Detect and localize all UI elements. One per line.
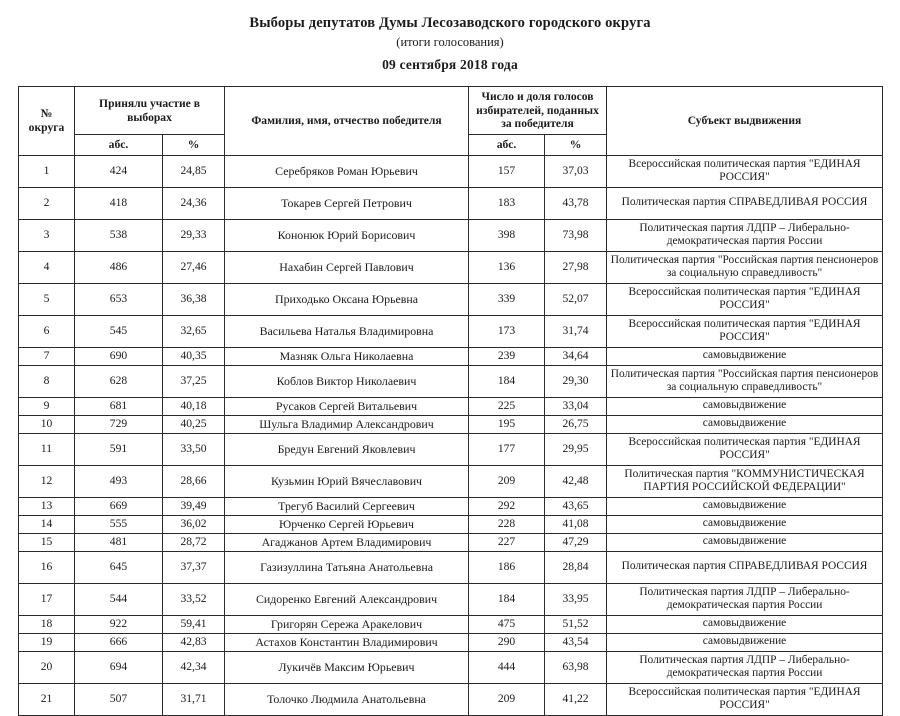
cell-votes-pct: 42,48 xyxy=(545,465,607,497)
cell-okrug: 8 xyxy=(19,365,75,397)
column-header-participation xyxy=(75,87,225,135)
cell-votes-abs: 225 xyxy=(469,397,545,415)
cell-votes-abs: 184 xyxy=(469,583,545,615)
table-row xyxy=(19,683,883,715)
cell-votes-pct: 27,98 xyxy=(545,251,607,283)
table-row xyxy=(19,515,883,533)
cell-okrug: 19 xyxy=(19,633,75,651)
cell-votes-abs: 292 xyxy=(469,497,545,515)
cell-subject: Всероссийская политическая партия "ЕДИНАЯ РОССИЯ" xyxy=(607,315,883,347)
table-row xyxy=(19,283,883,315)
column-header-votes xyxy=(469,87,607,135)
cell-part-pct: 37,37 xyxy=(163,551,225,583)
cell-part-pct: 29,33 xyxy=(163,219,225,251)
cell-votes-pct: 29,95 xyxy=(545,433,607,465)
cell-winner: Газизуллина Татьяна Анатольевна xyxy=(225,551,469,583)
cell-votes-pct: 47,29 xyxy=(545,533,607,551)
column-header-votes-line2: избирателей, поданных xyxy=(476,103,599,117)
cell-votes-pct: 34,64 xyxy=(545,347,607,365)
cell-part-pct: 39,49 xyxy=(163,497,225,515)
cell-okrug: 1 xyxy=(19,155,75,187)
table-row xyxy=(19,497,883,515)
cell-winner: Нахабин Сергей Павлович xyxy=(225,251,469,283)
cell-subject: самовыдвижение xyxy=(607,347,883,365)
cell-okrug: 10 xyxy=(19,415,75,433)
cell-votes-pct: 41,08 xyxy=(545,515,607,533)
cell-subject: Политическая партия "Российская партия пенсионеров за социальную справедливость" xyxy=(607,365,883,397)
column-header-participation-line2: выборах xyxy=(127,110,172,124)
cell-okrug: 7 xyxy=(19,347,75,365)
cell-votes-abs: 186 xyxy=(469,551,545,583)
cell-part-pct: 42,83 xyxy=(163,633,225,651)
column-header-subject: Субъект выдвижения xyxy=(607,87,883,156)
table-row xyxy=(19,433,883,465)
document-date: 09 сентября 2018 года xyxy=(382,56,518,72)
cell-votes-pct: 26,75 xyxy=(545,415,607,433)
cell-winner: Шульга Владимир Александрович xyxy=(225,415,469,433)
cell-okrug: 13 xyxy=(19,497,75,515)
cell-winner: Кононюк Юрий Борисович xyxy=(225,219,469,251)
cell-winner: Астахов Константин Владимирович xyxy=(225,633,469,651)
results-table-container xyxy=(18,86,882,716)
cell-subject: Политическая партия "Российская партия пенсионеров за социальную справедливость" xyxy=(607,251,883,283)
cell-winner: Лукичёв Максим Юрьевич xyxy=(225,651,469,683)
table-row xyxy=(19,251,883,283)
cell-okrug: 11 xyxy=(19,433,75,465)
cell-votes-pct: 31,74 xyxy=(545,315,607,347)
cell-votes-pct: 29,30 xyxy=(545,365,607,397)
cell-part-abs: 418 xyxy=(75,187,163,219)
cell-subject: Политическая партия ЛДПР – Либерально-демократическая партия России xyxy=(607,583,883,615)
cell-votes-abs: 173 xyxy=(469,315,545,347)
cell-part-pct: 27,46 xyxy=(163,251,225,283)
cell-votes-pct: 41,22 xyxy=(545,683,607,715)
cell-winner: Васильева Наталья Владимировна xyxy=(225,315,469,347)
cell-votes-abs: 444 xyxy=(469,651,545,683)
cell-subject: Политическая партия "КОММУНИСТИЧЕСКАЯ ПАРТИЯ РОССИЙСКОЙ ФЕДЕРАЦИИ" xyxy=(607,465,883,497)
cell-part-pct: 28,66 xyxy=(163,465,225,497)
table-row xyxy=(19,615,883,633)
cell-votes-abs: 157 xyxy=(469,155,545,187)
cell-votes-abs: 136 xyxy=(469,251,545,283)
cell-winner: Агаджанов Артем Владимирович xyxy=(225,533,469,551)
cell-winner: Григорян Сережа Аракелович xyxy=(225,615,469,633)
cell-votes-abs: 195 xyxy=(469,415,545,433)
cell-winner: Коблов Виктор Николаевич xyxy=(225,365,469,397)
cell-part-abs: 493 xyxy=(75,465,163,497)
table-row xyxy=(19,551,883,583)
cell-subject: Всероссийская политическая партия "ЕДИНАЯ РОССИЯ" xyxy=(607,433,883,465)
cell-subject: Политическая партия ЛДПР – Либерально-демократическая партия России xyxy=(607,219,883,251)
table-row xyxy=(19,187,883,219)
cell-part-pct: 28,72 xyxy=(163,533,225,551)
cell-votes-abs: 398 xyxy=(469,219,545,251)
cell-votes-pct: 43,54 xyxy=(545,633,607,651)
cell-winner: Серебряков Роман Юрьевич xyxy=(225,155,469,187)
cell-subject: самовыдвижение xyxy=(607,515,883,533)
column-header-participation-line1: Принялu участие в xyxy=(99,96,200,110)
cell-votes-abs: 339 xyxy=(469,283,545,315)
cell-votes-pct: 37,03 xyxy=(545,155,607,187)
table-header xyxy=(19,87,883,156)
cell-okrug: 9 xyxy=(19,397,75,415)
cell-part-pct: 40,18 xyxy=(163,397,225,415)
cell-votes-abs: 475 xyxy=(469,615,545,633)
cell-votes-abs: 239 xyxy=(469,347,545,365)
column-header-okrug-line2: округа xyxy=(28,120,65,134)
cell-votes-pct: 63,98 xyxy=(545,651,607,683)
cell-votes-pct: 73,98 xyxy=(545,219,607,251)
cell-subject: самовыдвижение xyxy=(607,533,883,551)
column-header-votes-abs: абс. xyxy=(469,135,545,156)
document-subtitle: (итоги голосования) xyxy=(396,34,504,49)
cell-okrug: 6 xyxy=(19,315,75,347)
cell-part-pct: 40,35 xyxy=(163,347,225,365)
cell-winner: Приходько Оксана Юрьевна xyxy=(225,283,469,315)
cell-winner: Мазняк Ольга Николаевна xyxy=(225,347,469,365)
cell-part-pct: 40,25 xyxy=(163,415,225,433)
cell-okrug: 17 xyxy=(19,583,75,615)
table-row xyxy=(19,347,883,365)
cell-part-abs: 507 xyxy=(75,683,163,715)
cell-okrug: 18 xyxy=(19,615,75,633)
cell-part-pct: 59,41 xyxy=(163,615,225,633)
cell-okrug: 21 xyxy=(19,683,75,715)
cell-subject: Политическая партия СПРАВЕДЛИВАЯ РОССИЯ xyxy=(607,551,883,583)
page-title: Выборы депутатов Думы Лесозаводского городского округа xyxy=(249,15,651,31)
column-header-votes-line1: Число и доля голосов xyxy=(481,90,594,103)
cell-part-abs: 424 xyxy=(75,155,163,187)
cell-part-pct: 42,34 xyxy=(163,651,225,683)
cell-votes-abs: 184 xyxy=(469,365,545,397)
cell-votes-pct: 33,04 xyxy=(545,397,607,415)
cell-subject: Всероссийская политическая партия "ЕДИНАЯ РОССИЯ" xyxy=(607,283,883,315)
cell-part-abs: 481 xyxy=(75,533,163,551)
table-row xyxy=(19,533,883,551)
cell-part-pct: 36,38 xyxy=(163,283,225,315)
column-header-votes-line3: за победителя xyxy=(501,117,574,131)
column-header-votes-pct: % xyxy=(545,135,607,156)
cell-part-abs: 555 xyxy=(75,515,163,533)
cell-winner: Токарев Сергей Петрович xyxy=(225,187,469,219)
cell-votes-abs: 209 xyxy=(469,683,545,715)
cell-part-abs: 690 xyxy=(75,347,163,365)
table-row xyxy=(19,583,883,615)
cell-subject: Всероссийская политическая партия "ЕДИНАЯ РОССИЯ" xyxy=(607,155,883,187)
cell-part-pct: 36,02 xyxy=(163,515,225,533)
cell-part-abs: 653 xyxy=(75,283,163,315)
cell-part-abs: 591 xyxy=(75,433,163,465)
table-row xyxy=(19,365,883,397)
cell-okrug: 20 xyxy=(19,651,75,683)
cell-part-abs: 486 xyxy=(75,251,163,283)
column-header-okrug xyxy=(19,87,75,156)
cell-subject: Всероссийская политическая партия "ЕДИНАЯ РОССИЯ" xyxy=(607,683,883,715)
cell-okrug: 14 xyxy=(19,515,75,533)
cell-votes-pct: 52,07 xyxy=(545,283,607,315)
cell-subject: Политическая партия СПРАВЕДЛИВАЯ РОССИЯ xyxy=(607,187,883,219)
cell-winner: Кузьмин Юрий Вячеславович xyxy=(225,465,469,497)
cell-okrug: 4 xyxy=(19,251,75,283)
cell-winner: Сидоренко Евгений Александрович xyxy=(225,583,469,615)
cell-votes-pct: 51,52 xyxy=(545,615,607,633)
cell-part-pct: 31,71 xyxy=(163,683,225,715)
column-header-participation-pct: % xyxy=(163,135,225,156)
cell-subject: самовыдвижение xyxy=(607,633,883,651)
cell-votes-pct: 43,65 xyxy=(545,497,607,515)
cell-part-pct: 33,50 xyxy=(163,433,225,465)
cell-votes-abs: 227 xyxy=(469,533,545,551)
cell-votes-abs: 183 xyxy=(469,187,545,219)
cell-subject: самовыдвижение xyxy=(607,415,883,433)
cell-votes-abs: 209 xyxy=(469,465,545,497)
cell-part-abs: 922 xyxy=(75,615,163,633)
cell-votes-pct: 28,84 xyxy=(545,551,607,583)
cell-okrug: 5 xyxy=(19,283,75,315)
cell-okrug: 12 xyxy=(19,465,75,497)
document-title-block xyxy=(0,0,900,73)
cell-part-pct: 32,65 xyxy=(163,315,225,347)
cell-subject: самовыдвижение xyxy=(607,397,883,415)
table-row xyxy=(19,397,883,415)
cell-part-abs: 544 xyxy=(75,583,163,615)
cell-part-abs: 628 xyxy=(75,365,163,397)
cell-part-pct: 37,25 xyxy=(163,365,225,397)
cell-votes-abs: 177 xyxy=(469,433,545,465)
cell-winner: Трегуб Василий Сергеевич xyxy=(225,497,469,515)
cell-part-abs: 666 xyxy=(75,633,163,651)
cell-winner: Бредун Евгений Яковлевич xyxy=(225,433,469,465)
cell-winner: Русаков Сергей Витальевич xyxy=(225,397,469,415)
table-row xyxy=(19,315,883,347)
cell-votes-abs: 228 xyxy=(469,515,545,533)
cell-subject: Политическая партия ЛДПР – Либерально-демократическая партия России xyxy=(607,651,883,683)
column-header-participation-abs: абс. xyxy=(75,135,163,156)
cell-winner: Юрченко Сергей Юрьевич xyxy=(225,515,469,533)
cell-votes-pct: 33,95 xyxy=(545,583,607,615)
cell-okrug: 15 xyxy=(19,533,75,551)
cell-winner: Толочко Людмила Анатольевна xyxy=(225,683,469,715)
table-header-row-main xyxy=(19,87,883,135)
cell-votes-abs: 290 xyxy=(469,633,545,651)
cell-part-abs: 538 xyxy=(75,219,163,251)
cell-part-pct: 24,36 xyxy=(163,187,225,219)
cell-votes-pct: 43,78 xyxy=(545,187,607,219)
table-row xyxy=(19,651,883,683)
cell-part-abs: 645 xyxy=(75,551,163,583)
cell-okrug: 16 xyxy=(19,551,75,583)
cell-part-abs: 729 xyxy=(75,415,163,433)
table-body xyxy=(19,155,883,715)
cell-subject: самовыдвижение xyxy=(607,497,883,515)
cell-okrug: 2 xyxy=(19,187,75,219)
table-row xyxy=(19,415,883,433)
cell-part-abs: 681 xyxy=(75,397,163,415)
column-header-okrug-line1: № xyxy=(40,107,53,121)
table-row xyxy=(19,219,883,251)
cell-part-pct: 33,52 xyxy=(163,583,225,615)
cell-part-pct: 24,85 xyxy=(163,155,225,187)
cell-part-abs: 545 xyxy=(75,315,163,347)
election-results-table xyxy=(18,86,883,716)
table-row xyxy=(19,633,883,651)
table-row xyxy=(19,465,883,497)
cell-part-abs: 669 xyxy=(75,497,163,515)
cell-part-abs: 694 xyxy=(75,651,163,683)
column-header-winner: Фамилия, имя, отчество победителя xyxy=(225,87,469,156)
cell-subject: самовыдвижение xyxy=(607,615,883,633)
cell-okrug: 3 xyxy=(19,219,75,251)
table-row xyxy=(19,155,883,187)
